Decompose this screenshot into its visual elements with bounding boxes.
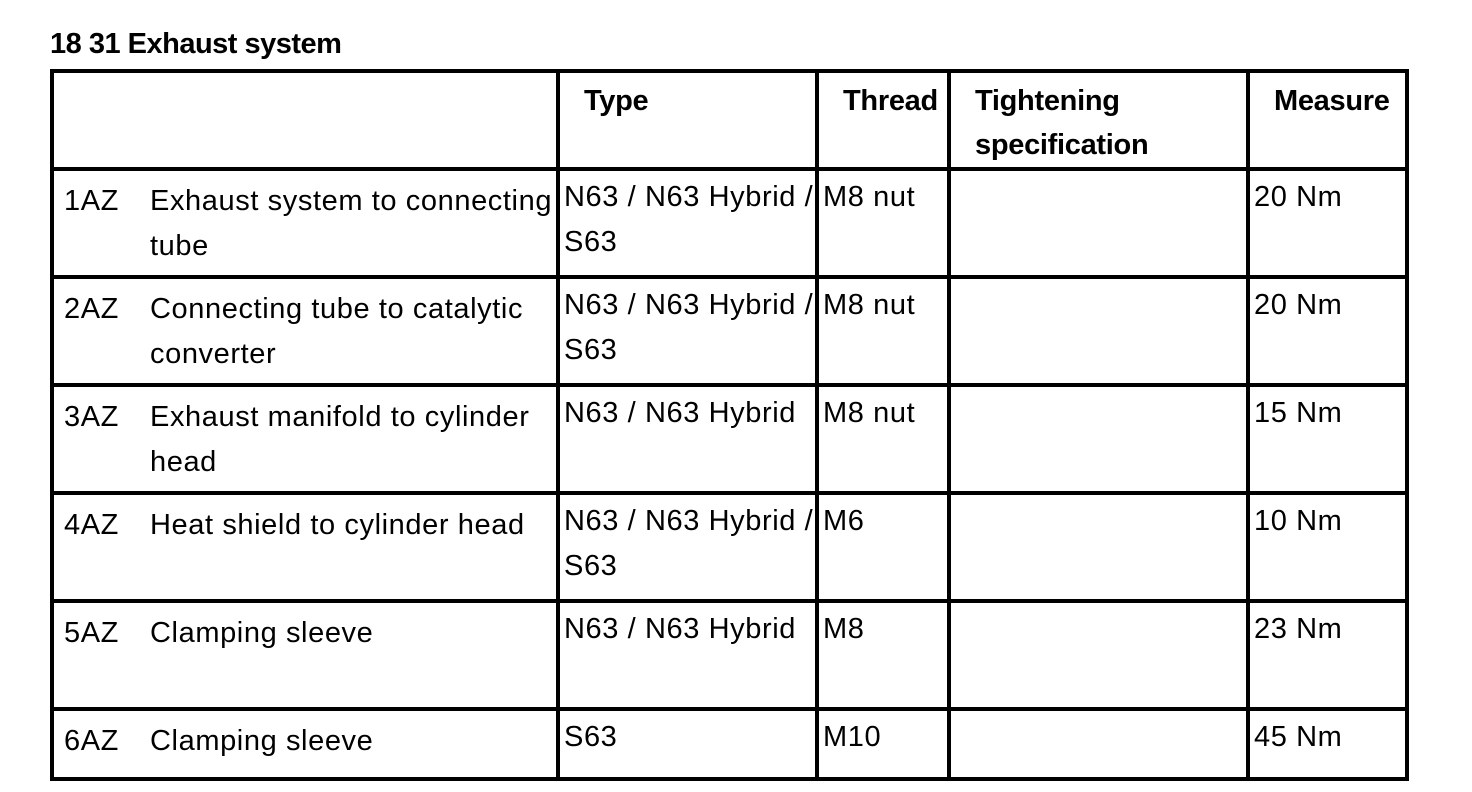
component-description: Exhaust manifold to cylinder head	[146, 385, 558, 493]
header-tightening-specification: Tightening specification	[949, 71, 1248, 169]
torque-measure: 10 Nm	[1248, 493, 1407, 601]
component-description: Connecting tube to catalytic converter	[146, 277, 558, 385]
position-code: 4AZ	[52, 493, 146, 601]
table-row	[52, 493, 1407, 601]
tightening-specification	[949, 385, 1248, 493]
engine-type: N63 / N63 Hybrid	[558, 601, 817, 709]
torque-measure: 23 Nm	[1248, 601, 1407, 709]
tightening-torque-table	[50, 69, 1409, 781]
tightening-specification	[949, 709, 1248, 779]
header-measure: Measure	[1248, 71, 1407, 169]
engine-type: N63 / N63 Hybrid	[558, 385, 817, 493]
component-description: Heat shield to cylinder head	[146, 493, 558, 601]
tightening-specification	[949, 169, 1248, 277]
tightening-specification	[949, 493, 1248, 601]
document-title: 18 31 Exhaust system	[50, 28, 342, 60]
engine-type: S63	[558, 709, 817, 779]
table-row	[52, 385, 1407, 493]
thread-size: M8 nut	[817, 385, 949, 493]
engine-type: N63 / N63 Hybrid / S63	[558, 493, 817, 601]
thread-size: M6	[817, 493, 949, 601]
table-header-row	[52, 71, 1407, 169]
thread-size: M8 nut	[817, 169, 949, 277]
component-description: Clamping sleeve	[146, 709, 558, 779]
position-code: 1AZ	[52, 169, 146, 277]
position-code: 5AZ	[52, 601, 146, 709]
table-row	[52, 169, 1407, 277]
component-description: Clamping sleeve	[146, 601, 558, 709]
torque-measure: 45 Nm	[1248, 709, 1407, 779]
table-row	[52, 601, 1407, 709]
torque-measure: 20 Nm	[1248, 277, 1407, 385]
table-row	[52, 709, 1407, 779]
engine-type: N63 / N63 Hybrid / S63	[558, 277, 817, 385]
component-description: Exhaust system to connecting tube	[146, 169, 558, 277]
header-thread: Thread	[817, 71, 949, 169]
thread-size: M10	[817, 709, 949, 779]
torque-measure: 20 Nm	[1248, 169, 1407, 277]
header-description	[52, 71, 558, 169]
header-type: Type	[558, 71, 817, 169]
table-row	[52, 277, 1407, 385]
position-code: 3AZ	[52, 385, 146, 493]
engine-type: N63 / N63 Hybrid / S63	[558, 169, 817, 277]
position-code: 2AZ	[52, 277, 146, 385]
tightening-specification	[949, 277, 1248, 385]
torque-measure: 15 Nm	[1248, 385, 1407, 493]
thread-size: M8	[817, 601, 949, 709]
tightening-specification	[949, 601, 1248, 709]
thread-size: M8 nut	[817, 277, 949, 385]
position-code: 6AZ	[52, 709, 146, 779]
